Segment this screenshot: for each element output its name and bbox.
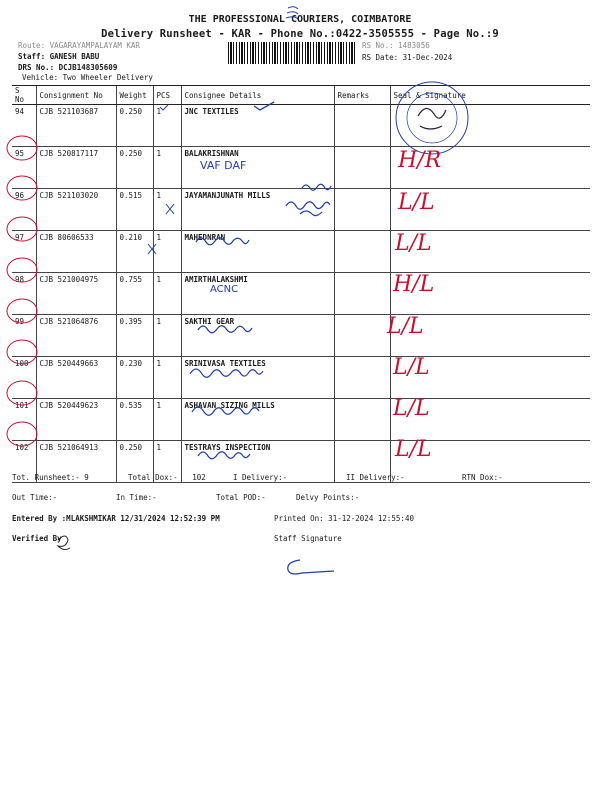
total-pod: Total POD:- xyxy=(216,493,266,502)
row-weight: 0.755 xyxy=(116,273,153,315)
row-remarks xyxy=(334,273,390,315)
rtn-dox: RTN Dox:- xyxy=(462,473,503,482)
staff-line xyxy=(18,52,99,61)
staff-name: GANESH BABU xyxy=(49,52,100,61)
table-row xyxy=(12,105,590,147)
row-consignment: CJB 521103687 xyxy=(36,105,116,147)
i-delivery: I Delivery:- xyxy=(233,473,288,482)
row-weight: 0.250 xyxy=(116,441,153,483)
row-pcs: 1 xyxy=(153,441,181,483)
row-weight: 0.395 xyxy=(116,315,153,357)
row-consignment: CJB 521103020 xyxy=(36,189,116,231)
staff-signature-scrawl xyxy=(288,560,334,574)
row-remarks xyxy=(334,357,390,399)
row-consignee: SAKTHI GEAR xyxy=(181,315,334,357)
col-weight: Weight xyxy=(116,86,153,105)
col-seal-signature: Seal & Signature xyxy=(390,86,590,105)
row-sno: 102 xyxy=(12,441,36,483)
out-time: Out Time:- xyxy=(12,493,58,502)
rs-number: RS No.: 1483056 xyxy=(362,41,430,50)
route-label: Route: VAGARAYAMPALAYAM KAR xyxy=(18,41,140,50)
row-consignment: CJB 520817117 xyxy=(36,147,116,189)
row-weight: 0.515 xyxy=(116,189,153,231)
row-pcs: 1 xyxy=(153,357,181,399)
col-consignment: Consignment No xyxy=(36,86,116,105)
total-dox xyxy=(128,473,206,482)
printed-on: Printed On: 31-12-2024 12:55:40 xyxy=(274,514,414,523)
col-pcs: PCS xyxy=(153,86,181,105)
row-consignment: CJB 520449663 xyxy=(36,357,116,399)
row-sno: 100 xyxy=(12,357,36,399)
row-consignee: JAYAMANJUNATH MILLS xyxy=(181,189,334,231)
row-weight: 0.250 xyxy=(116,105,153,147)
handwritten-signature: L/L xyxy=(395,231,432,256)
row-weight: 0.230 xyxy=(116,357,153,399)
handwritten-signature: L/L xyxy=(393,396,430,421)
handwritten-signature: L/L xyxy=(398,190,435,215)
total-dox-label: Total Dox:- xyxy=(128,473,178,482)
row-consignee: TESTRAYS INSPECTION xyxy=(181,441,334,483)
row-sno: 101 xyxy=(12,399,36,441)
staff-label: Staff: xyxy=(18,52,46,61)
in-time: In Time:- xyxy=(116,493,157,502)
handwritten-signature: H/L xyxy=(393,272,435,297)
col-sno: S No xyxy=(12,86,36,105)
row-pcs: 1 xyxy=(153,105,181,147)
handwritten-signature: L/L xyxy=(387,314,424,339)
row-pcs: 1 xyxy=(153,147,181,189)
row-sno: 98 xyxy=(12,273,36,315)
table-row xyxy=(12,399,590,441)
staff-signature-label: Staff Signature xyxy=(274,534,342,543)
row-consignment: CJB 80606533 xyxy=(36,231,116,273)
table-row xyxy=(12,189,590,231)
row-consignee: AMIRTHALAKSHMI xyxy=(181,273,334,315)
handwritten-signature: H/R xyxy=(398,148,442,173)
col-remarks: Remarks xyxy=(334,86,390,105)
table-row xyxy=(12,315,590,357)
handwritten-signature: L/L xyxy=(395,437,432,462)
table-row xyxy=(12,441,590,483)
row-remarks xyxy=(334,147,390,189)
runsheet-table xyxy=(12,86,590,483)
row-weight: 0.210 xyxy=(116,231,153,273)
row-consignment: CJB 521004975 xyxy=(36,273,116,315)
table-row xyxy=(12,147,590,189)
row-consignment: CJB 521064876 xyxy=(36,315,116,357)
delivery-points: Delvy Points:- xyxy=(296,493,360,502)
table-header-row xyxy=(12,86,590,105)
ii-delivery: II Delivery:- xyxy=(346,473,405,482)
row-pcs: 1 xyxy=(153,399,181,441)
runsheet-title: Delivery Runsheet - KAR - Phone No.:0422-3505555 - Page No.:9 xyxy=(101,28,499,40)
row-weight: 0.250 xyxy=(116,147,153,189)
barcode xyxy=(228,42,356,64)
row-pcs: 1 xyxy=(153,231,181,273)
row-signature xyxy=(390,105,590,147)
row-consignment: CJB 520449623 xyxy=(36,399,116,441)
row-remarks xyxy=(334,315,390,357)
row-remarks xyxy=(334,189,390,231)
row-consignment: CJB 521064913 xyxy=(36,441,116,483)
total-runsheet: Tot. Runsheet:- 9 xyxy=(12,473,89,482)
row-remarks xyxy=(334,231,390,273)
row-pcs: 1 xyxy=(153,273,181,315)
row-sno: 95 xyxy=(12,147,36,189)
row-sno: 97 xyxy=(12,231,36,273)
drs-number: DRS No.: DCJB148305609 xyxy=(18,63,118,72)
row-pcs: 1 xyxy=(153,189,181,231)
row-remarks xyxy=(334,105,390,147)
table-row xyxy=(12,231,590,273)
handwritten-note: ACNC xyxy=(210,284,239,295)
handwritten-note: VAF DAF xyxy=(200,159,247,172)
handwritten-signature: L/L xyxy=(393,355,430,380)
entered-by: Entered By :MLAKSHMIKAR 12/31/2024 12:52:39 PM xyxy=(12,514,220,523)
col-consignee: Consignee Details xyxy=(181,86,334,105)
table-row xyxy=(12,273,590,315)
row-consignee: MAHEDNRAN xyxy=(181,231,334,273)
row-consignee: ASHAVAN SIZING MILLS xyxy=(181,399,334,441)
row-sno: 99 xyxy=(12,315,36,357)
row-consignee: SRINIVASA TEXTILES xyxy=(181,357,334,399)
row-consignee: JNC TEXTILES xyxy=(181,105,334,147)
total-dox-value: 102 xyxy=(192,473,206,482)
row-weight: 0.535 xyxy=(116,399,153,441)
vehicle-type: Vehicle: Two Wheeler Delivery xyxy=(22,73,153,82)
rs-date: RS Date: 31-Dec-2024 xyxy=(362,53,453,62)
row-sno: 94 xyxy=(12,105,36,147)
row-sno: 96 xyxy=(12,189,36,231)
row-pcs: 1 xyxy=(153,315,181,357)
company-title: THE PROFESSIONAL COURIERS, COIMBATORE xyxy=(188,14,412,25)
verified-by: Verified By xyxy=(12,534,62,543)
table-row xyxy=(12,357,590,399)
row-remarks xyxy=(334,399,390,441)
row-consignee: BALAKRISHNAN xyxy=(181,147,334,189)
